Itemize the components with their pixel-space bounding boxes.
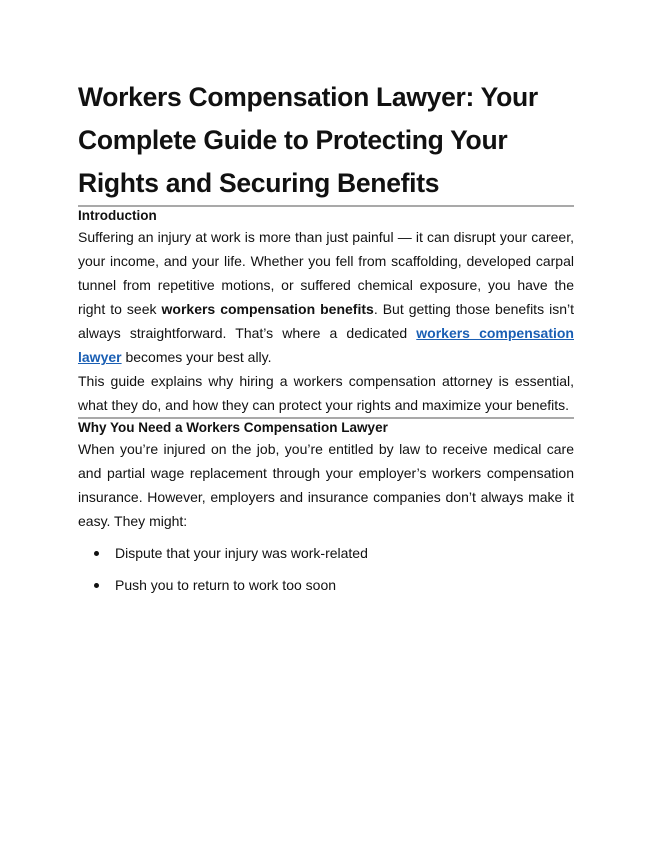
introduction-paragraph-1 bbox=[78, 225, 574, 369]
list-item-text: Push you to return to work too soon bbox=[115, 577, 337, 593]
why-heading: Why You Need a Workers Compensation Lawyer bbox=[78, 420, 388, 435]
intro-text-part-2: . But getting those benefits isn’t always straightforward. That’s where a dedicated bbox=[78, 301, 574, 341]
document-page bbox=[78, 76, 574, 605]
benefits-bold-text: workers compensation benefits bbox=[161, 301, 374, 317]
list-item-text: Dispute that your injury was work-related bbox=[115, 545, 368, 561]
why-paragraph: When you’re injured on the job, you’re entitled by law to receive medical care and partial wage replacement through your employer’s workers compensation insurance. However, employers and insurance companies don’t always make it easy. They might: bbox=[78, 441, 574, 529]
workers-compensation-lawyer-link[interactable]: workers compensation lawyer bbox=[78, 325, 574, 365]
intro-text-part-1: Suffering an injury at work is more than just painful — it can disrupt your career, your income, and your life. Whether you fell from scaffolding, developed carpal tunnel from repetitive motions, or suffered chemical exposure, you have the right to seek bbox=[78, 229, 574, 317]
document-title: Workers Compensation Lawyer: Your Complete Guide to Protecting Your Rights and Securing Benefits bbox=[78, 82, 538, 198]
list-item bbox=[78, 573, 574, 597]
reasons-list bbox=[78, 541, 574, 597]
intro-text-part-3: becomes your best ally. bbox=[121, 349, 272, 365]
bullet-icon bbox=[94, 551, 99, 556]
bullet-icon bbox=[94, 583, 99, 588]
list-item bbox=[78, 541, 574, 565]
introduction-paragraph-2: This guide explains why hiring a workers compensation attorney is essential, what they do, and how they can protect your rights and maximize your benefits. bbox=[78, 373, 574, 413]
introduction-heading: Introduction bbox=[78, 208, 157, 223]
